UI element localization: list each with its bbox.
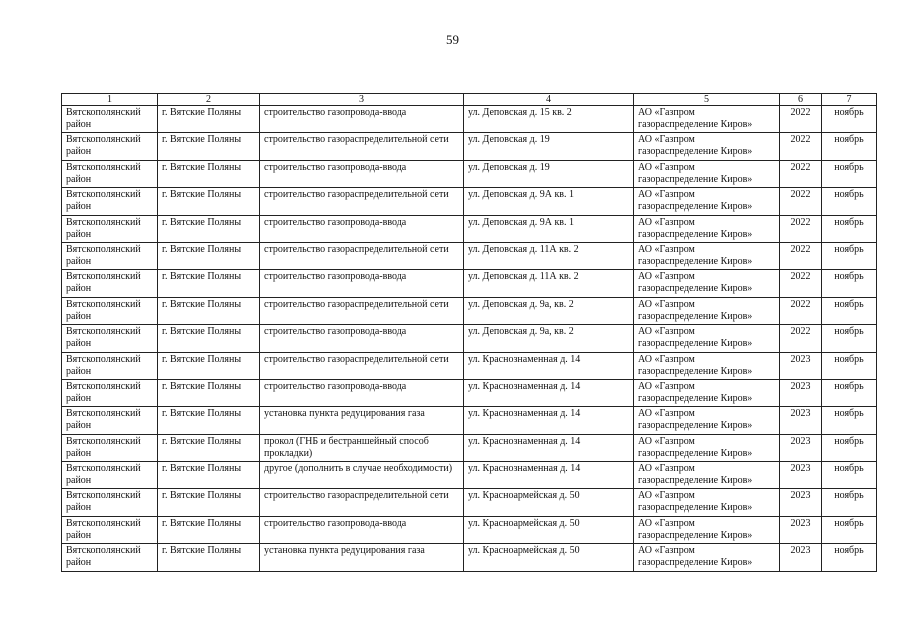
table-row [62, 297, 877, 324]
city-cell: г. Вятские Поляны [158, 215, 260, 242]
table-row [62, 489, 877, 516]
organization-cell: АО «Газпром газораспределение Киров» [634, 544, 780, 571]
year-cell: 2022 [780, 215, 822, 242]
month-cell: ноябрь [822, 407, 877, 434]
district-cell: Вятскополянский район [62, 325, 158, 352]
city-cell: г. Вятские Поляны [158, 544, 260, 571]
district-cell: Вятскополянский район [62, 242, 158, 269]
year-cell: 2023 [780, 544, 822, 571]
work-type-cell: установка пункта редуцирования газа [260, 544, 464, 571]
work-type-cell: строительство газораспределительной сети [260, 242, 464, 269]
address-cell: ул. Краснознаменная д. 14 [464, 379, 634, 406]
address-cell: ул. Деповская д. 9а, кв. 2 [464, 297, 634, 324]
gas-works-table [61, 93, 877, 572]
organization-cell: АО «Газпром газораспределение Киров» [634, 133, 780, 160]
month-cell: ноябрь [822, 516, 877, 543]
address-cell: ул. Красноармейская д. 50 [464, 489, 634, 516]
year-cell: 2022 [780, 242, 822, 269]
district-cell: Вятскополянский район [62, 489, 158, 516]
city-cell: г. Вятские Поляны [158, 379, 260, 406]
city-cell: г. Вятские Поляны [158, 352, 260, 379]
organization-cell: АО «Газпром газораспределение Киров» [634, 434, 780, 461]
address-cell: ул. Деповская д. 9А кв. 1 [464, 188, 634, 215]
year-cell: 2022 [780, 188, 822, 215]
month-cell: ноябрь [822, 297, 877, 324]
district-cell: Вятскополянский район [62, 270, 158, 297]
table-row [62, 133, 877, 160]
district-cell: Вятскополянский район [62, 106, 158, 133]
month-cell: ноябрь [822, 352, 877, 379]
district-cell: Вятскополянский район [62, 407, 158, 434]
district-cell: Вятскополянский район [62, 379, 158, 406]
address-cell: ул. Краснознаменная д. 14 [464, 407, 634, 434]
organization-cell: АО «Газпром газораспределение Киров» [634, 462, 780, 489]
month-cell: ноябрь [822, 325, 877, 352]
table-row [62, 544, 877, 571]
address-cell: ул. Деповская д. 19 [464, 160, 634, 187]
table-row [62, 434, 877, 461]
address-cell: ул. Красноармейская д. 50 [464, 516, 634, 543]
month-cell: ноябрь [822, 160, 877, 187]
table-row [62, 352, 877, 379]
address-cell: ул. Деповская д. 15 кв. 2 [464, 106, 634, 133]
year-cell: 2022 [780, 160, 822, 187]
year-cell: 2022 [780, 270, 822, 297]
organization-cell: АО «Газпром газораспределение Киров» [634, 489, 780, 516]
header-col-4: 4 [464, 94, 634, 106]
district-cell: Вятскополянский район [62, 160, 158, 187]
table-row [62, 242, 877, 269]
header-col-5: 5 [634, 94, 780, 106]
year-cell: 2023 [780, 489, 822, 516]
header-col-3: 3 [260, 94, 464, 106]
work-type-cell: строительство газопровода-ввода [260, 325, 464, 352]
address-cell: ул. Красноармейская д. 50 [464, 544, 634, 571]
month-cell: ноябрь [822, 106, 877, 133]
organization-cell: АО «Газпром газораспределение Киров» [634, 242, 780, 269]
month-cell: ноябрь [822, 379, 877, 406]
month-cell: ноябрь [822, 270, 877, 297]
table-header-row [62, 94, 877, 106]
address-cell: ул. Деповская д. 11А кв. 2 [464, 242, 634, 269]
year-cell: 2022 [780, 297, 822, 324]
organization-cell: АО «Газпром газораспределение Киров» [634, 352, 780, 379]
district-cell: Вятскополянский район [62, 297, 158, 324]
month-cell: ноябрь [822, 133, 877, 160]
organization-cell: АО «Газпром газораспределение Киров» [634, 407, 780, 434]
header-col-1: 1 [62, 94, 158, 106]
work-type-cell: строительство газопровода-ввода [260, 106, 464, 133]
page-number: 59 [446, 32, 459, 47]
organization-cell: АО «Газпром газораспределение Киров» [634, 325, 780, 352]
organization-cell: АО «Газпром газораспределение Киров» [634, 516, 780, 543]
district-cell: Вятскополянский район [62, 516, 158, 543]
work-type-cell: строительство газораспределительной сети [260, 188, 464, 215]
header-col-2: 2 [158, 94, 260, 106]
work-type-cell: строительство газораспределительной сети [260, 297, 464, 324]
year-cell: 2023 [780, 434, 822, 461]
city-cell: г. Вятские Поляны [158, 297, 260, 324]
work-type-cell: строительство газораспределительной сети [260, 489, 464, 516]
organization-cell: АО «Газпром газораспределение Киров» [634, 379, 780, 406]
address-cell: ул. Краснознаменная д. 14 [464, 434, 634, 461]
work-type-cell: другое (дополнить в случае необходимости) [260, 462, 464, 489]
organization-cell: АО «Газпром газораспределение Киров» [634, 270, 780, 297]
organization-cell: АО «Газпром газораспределение Киров» [634, 297, 780, 324]
district-cell: Вятскополянский район [62, 434, 158, 461]
year-cell: 2022 [780, 106, 822, 133]
year-cell: 2023 [780, 462, 822, 489]
city-cell: г. Вятские Поляны [158, 516, 260, 543]
address-cell: ул. Краснознаменная д. 14 [464, 462, 634, 489]
address-cell: ул. Деповская д. 9а, кв. 2 [464, 325, 634, 352]
year-cell: 2022 [780, 133, 822, 160]
organization-cell: АО «Газпром газораспределение Киров» [634, 160, 780, 187]
district-cell: Вятскополянский район [62, 544, 158, 571]
table-row [62, 188, 877, 215]
table-row [62, 462, 877, 489]
year-cell: 2023 [780, 407, 822, 434]
month-cell: ноябрь [822, 215, 877, 242]
table-row [62, 106, 877, 133]
month-cell: ноябрь [822, 188, 877, 215]
city-cell: г. Вятские Поляны [158, 462, 260, 489]
work-type-cell: установка пункта редуцирования газа [260, 407, 464, 434]
table-body [62, 106, 877, 572]
header-col-6: 6 [780, 94, 822, 106]
month-cell: ноябрь [822, 242, 877, 269]
organization-cell: АО «Газпром газораспределение Киров» [634, 106, 780, 133]
work-type-cell: строительство газораспределительной сети [260, 133, 464, 160]
district-cell: Вятскополянский район [62, 188, 158, 215]
year-cell: 2023 [780, 379, 822, 406]
district-cell: Вятскополянский район [62, 133, 158, 160]
district-cell: Вятскополянский район [62, 215, 158, 242]
header-col-7: 7 [822, 94, 877, 106]
work-type-cell: строительство газопровода-ввода [260, 215, 464, 242]
city-cell: г. Вятские Поляны [158, 489, 260, 516]
month-cell: ноябрь [822, 489, 877, 516]
address-cell: ул. Деповская д. 19 [464, 133, 634, 160]
table-row [62, 407, 877, 434]
month-cell: ноябрь [822, 462, 877, 489]
address-cell: ул. Деповская д. 11А кв. 2 [464, 270, 634, 297]
year-cell: 2023 [780, 352, 822, 379]
table-row [62, 379, 877, 406]
district-cell: Вятскополянский район [62, 462, 158, 489]
district-cell: Вятскополянский район [62, 352, 158, 379]
table-row [62, 325, 877, 352]
city-cell: г. Вятские Поляны [158, 133, 260, 160]
organization-cell: АО «Газпром газораспределение Киров» [634, 215, 780, 242]
work-type-cell: прокол (ГНБ и бестраншейный способ прокладки) [260, 434, 464, 461]
table-row [62, 160, 877, 187]
city-cell: г. Вятские Поляны [158, 242, 260, 269]
work-type-cell: строительство газопровода-ввода [260, 270, 464, 297]
work-type-cell: строительство газопровода-ввода [260, 516, 464, 543]
table-row [62, 270, 877, 297]
work-type-cell: строительство газопровода-ввода [260, 160, 464, 187]
city-cell: г. Вятские Поляны [158, 407, 260, 434]
city-cell: г. Вятские Поляны [158, 106, 260, 133]
city-cell: г. Вятские Поляны [158, 325, 260, 352]
month-cell: ноябрь [822, 544, 877, 571]
city-cell: г. Вятские Поляны [158, 188, 260, 215]
city-cell: г. Вятские Поляны [158, 160, 260, 187]
year-cell: 2023 [780, 516, 822, 543]
city-cell: г. Вятские Поляны [158, 434, 260, 461]
address-cell: ул. Краснознаменная д. 14 [464, 352, 634, 379]
table-row [62, 516, 877, 543]
work-type-cell: строительство газопровода-ввода [260, 379, 464, 406]
year-cell: 2022 [780, 325, 822, 352]
work-type-cell: строительство газораспределительной сети [260, 352, 464, 379]
organization-cell: АО «Газпром газораспределение Киров» [634, 188, 780, 215]
address-cell: ул. Деповская д. 9А кв. 1 [464, 215, 634, 242]
month-cell: ноябрь [822, 434, 877, 461]
city-cell: г. Вятские Поляны [158, 270, 260, 297]
table-row [62, 215, 877, 242]
